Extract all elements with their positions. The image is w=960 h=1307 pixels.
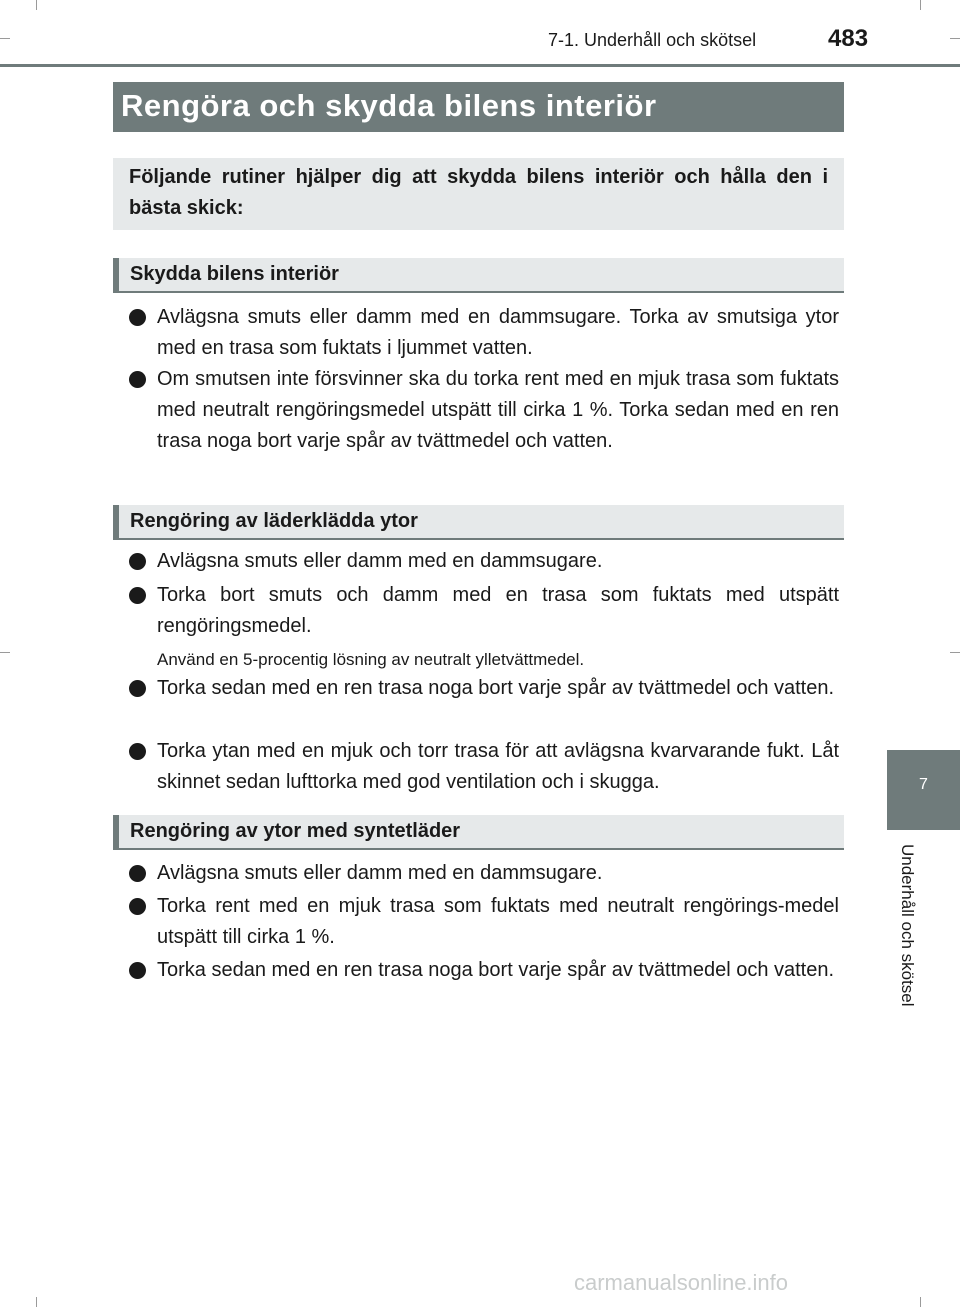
list-item: Torka sedan med en ren trasa noga bort varje spår av tvättmedel och vatten. — [129, 673, 839, 704]
chapter-tab: 7 — [887, 750, 960, 830]
section-heading-synthetic-leather: Rengöring av ytor med syntetläder — [113, 815, 844, 850]
bullet-icon — [129, 587, 146, 604]
crop-mark — [0, 38, 10, 39]
note-text: Använd en 5-procentig lösning av neutralt ylletvättmedel. — [157, 650, 585, 669]
page-title: Rengöra och skydda bilens interiör — [113, 82, 844, 132]
bullet-icon — [129, 962, 146, 979]
crop-mark — [950, 652, 960, 653]
list-item: Torka bort smuts och damm med en trasa som fuktats med utspätt rengöringsmedel. — [129, 580, 839, 642]
bullet-icon — [129, 309, 146, 326]
crop-mark — [920, 1297, 921, 1307]
chapter-side-label: Underhåll och skötsel — [898, 844, 917, 1007]
crop-mark — [950, 38, 960, 39]
list-item: Torka sedan med en ren trasa noga bort varje spår av tvättmedel och vatten. — [129, 955, 839, 986]
crop-mark — [920, 0, 921, 10]
list-item: Torka rent med en mjuk trasa som fuktats med neutralt rengörings-medel utspätt till cirka 1 %. — [129, 891, 839, 953]
crop-mark — [36, 1297, 37, 1307]
bullet-icon — [129, 865, 146, 882]
bullet-icon — [129, 743, 146, 760]
bullet-icon — [129, 898, 146, 915]
header-divider — [0, 64, 960, 67]
page-number: 483 — [828, 25, 869, 52]
crop-mark — [0, 652, 10, 653]
bullet-icon — [129, 371, 146, 388]
list-item: Avlägsna smuts eller damm med en dammsugare. — [129, 546, 839, 577]
bullet-icon — [129, 553, 146, 570]
bullet-icon — [129, 680, 146, 697]
section-heading-leather: Rengöring av läderklädda ytor — [113, 505, 844, 540]
section-heading-protect-interior: Skydda bilens interiör — [113, 258, 844, 293]
list-item: Avlägsna smuts eller damm med en dammsugare. — [129, 858, 839, 889]
watermark: carmanualsonline.info — [574, 1270, 789, 1295]
running-header-section: 7-1. Underhåll och skötsel — [548, 30, 757, 50]
crop-mark — [36, 0, 37, 10]
list-item: Avlägsna smuts eller damm med en dammsugare. Torka av smutsiga ytor med en trasa som fuktats i ljummet vatten. — [129, 302, 839, 364]
intro-text: Följande rutiner hjälper dig att skydda bilens interiör och hålla den i bästa skick: — [113, 158, 844, 230]
list-item: Om smutsen inte försvinner ska du torka rent med en mjuk trasa som fuktats med neutralt rengöringsmedel utspätt till cirka 1 %. Torka sedan med en ren trasa noga bort varje spår av tvättmedel och vatten. — [129, 364, 839, 457]
list-item: Torka ytan med en mjuk och torr trasa för att avlägsna kvarvarande fukt. Låt skinnet sedan lufttorka med god ventilation och i skugga. — [129, 736, 839, 798]
